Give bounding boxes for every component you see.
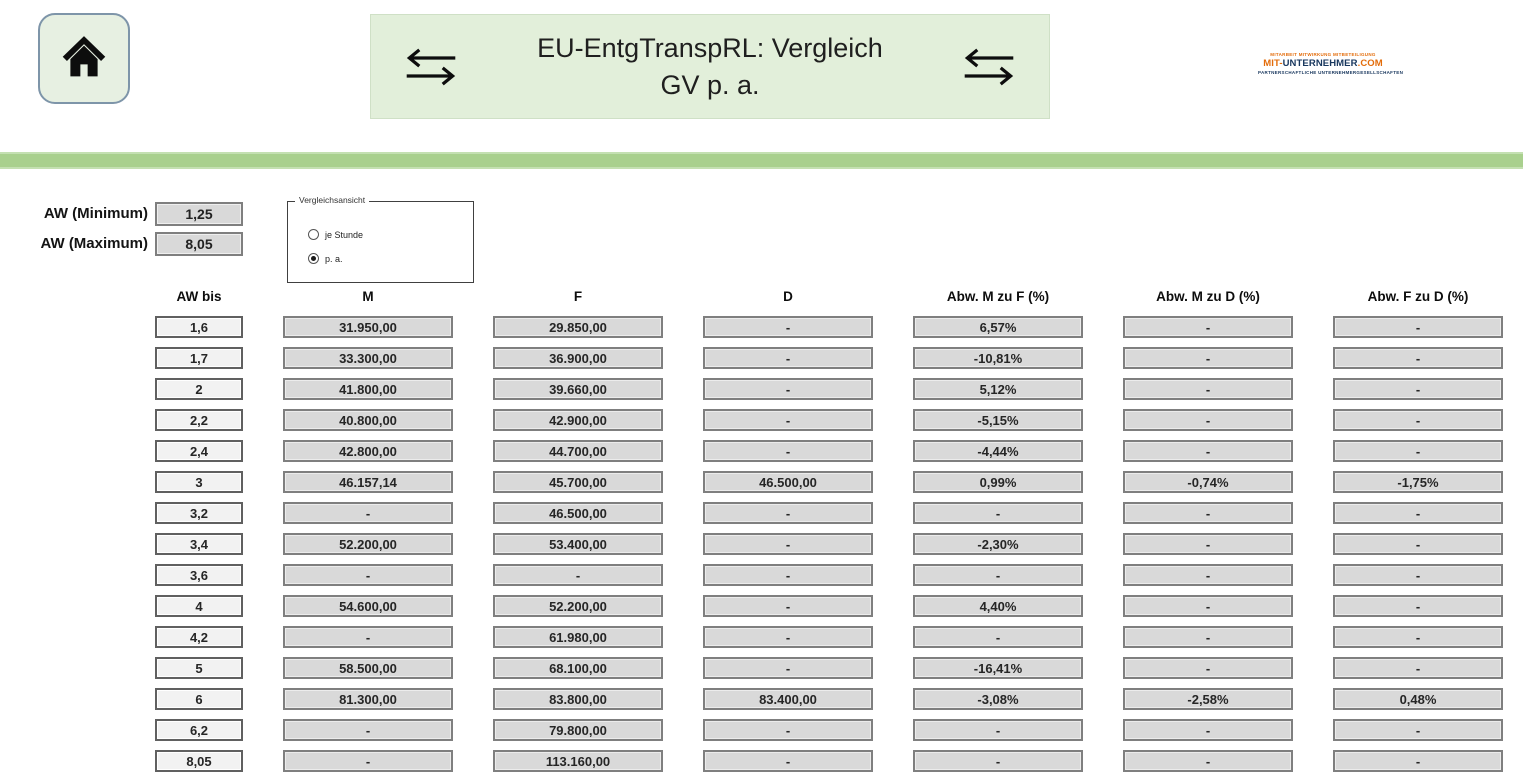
value-cell: - bbox=[1333, 347, 1503, 369]
value-cell: - bbox=[1333, 378, 1503, 400]
aw-key-cell: 4 bbox=[155, 595, 243, 617]
value-cell: 36.900,00 bbox=[493, 347, 663, 369]
value-cell: - bbox=[283, 502, 453, 524]
home-icon bbox=[61, 33, 107, 84]
swap-arrows-left-icon bbox=[404, 46, 458, 88]
aw-minimum-field[interactable]: 1,25 bbox=[155, 202, 243, 226]
company-logo bbox=[1258, 52, 1404, 75]
comparison-table bbox=[155, 285, 1503, 772]
logo-tagline-bottom: PARTNERSCHAFTLICHE UNTERNEHMERGESELLSCHAFTEN bbox=[1258, 69, 1404, 75]
value-cell: 46.500,00 bbox=[493, 502, 663, 524]
aw-key-cell: 3,6 bbox=[155, 564, 243, 586]
value-cell: - bbox=[1123, 409, 1293, 431]
value-cell: 31.950,00 bbox=[283, 316, 453, 338]
page-title-line1: EU-EntgTranspRL: Vergleich bbox=[537, 33, 883, 64]
radio-option-p-a-[interactable] bbox=[308, 253, 343, 264]
aw-key-cell: 1,6 bbox=[155, 316, 243, 338]
value-cell: - bbox=[283, 719, 453, 741]
aw-key-cell: 6 bbox=[155, 688, 243, 710]
value-cell: -5,15% bbox=[913, 409, 1083, 431]
value-cell: - bbox=[913, 564, 1083, 586]
value-cell: - bbox=[703, 750, 873, 772]
value-cell: - bbox=[703, 719, 873, 741]
value-cell: - bbox=[703, 347, 873, 369]
value-cell: 54.600,00 bbox=[283, 595, 453, 617]
aw-key-cell: 8,05 bbox=[155, 750, 243, 772]
value-cell: - bbox=[703, 657, 873, 679]
value-cell: -16,41% bbox=[913, 657, 1083, 679]
value-cell: 44.700,00 bbox=[493, 440, 663, 462]
value-cell: - bbox=[703, 409, 873, 431]
aw-minimum-label: AW (Minimum) bbox=[43, 205, 148, 222]
value-cell: - bbox=[913, 626, 1083, 648]
aw-key-cell: 5 bbox=[155, 657, 243, 679]
value-cell: - bbox=[703, 595, 873, 617]
value-cell: -2,30% bbox=[913, 533, 1083, 555]
radio-unselected-icon[interactable] bbox=[308, 229, 319, 240]
home-button[interactable] bbox=[38, 13, 130, 104]
value-cell: - bbox=[1123, 347, 1293, 369]
value-cell: -10,81% bbox=[913, 347, 1083, 369]
value-cell: - bbox=[1333, 750, 1503, 772]
radio-option-label: p. a. bbox=[325, 253, 343, 264]
value-cell: - bbox=[1123, 440, 1293, 462]
value-cell: 4,40% bbox=[913, 595, 1083, 617]
view-mode-groupbox bbox=[287, 195, 474, 283]
value-cell: - bbox=[1123, 657, 1293, 679]
value-cell: 39.660,00 bbox=[493, 378, 663, 400]
value-cell: -1,75% bbox=[1333, 471, 1503, 493]
aw-key-cell: 2 bbox=[155, 378, 243, 400]
value-cell: 0,99% bbox=[913, 471, 1083, 493]
value-cell: 52.200,00 bbox=[283, 533, 453, 555]
green-divider-bar bbox=[0, 152, 1523, 169]
value-cell: 46.157,14 bbox=[283, 471, 453, 493]
swap-arrows-right-icon bbox=[962, 46, 1016, 88]
value-cell: 83.800,00 bbox=[493, 688, 663, 710]
logo-wordmark: MIT-UNTERNEHMER.COM bbox=[1263, 57, 1383, 69]
value-cell: - bbox=[493, 564, 663, 586]
column-header: Abw. F zu D (%) bbox=[1367, 288, 1469, 304]
value-cell: - bbox=[1333, 316, 1503, 338]
value-cell: 5,12% bbox=[913, 378, 1083, 400]
column-header: Abw. M zu D (%) bbox=[1156, 288, 1260, 304]
value-cell: - bbox=[1123, 719, 1293, 741]
value-cell: - bbox=[1123, 316, 1293, 338]
value-cell: - bbox=[1333, 719, 1503, 741]
value-cell: - bbox=[1333, 440, 1503, 462]
value-cell: - bbox=[1333, 564, 1503, 586]
value-cell: 42.800,00 bbox=[283, 440, 453, 462]
value-cell: 0,48% bbox=[1333, 688, 1503, 710]
value-cell: - bbox=[1123, 533, 1293, 555]
radio-option-label: je Stunde bbox=[325, 229, 364, 240]
value-cell: - bbox=[703, 626, 873, 648]
aw-key-cell: 2,2 bbox=[155, 409, 243, 431]
page-title bbox=[537, 30, 883, 103]
radio-selected-icon[interactable] bbox=[308, 253, 319, 264]
value-cell: 53.400,00 bbox=[493, 533, 663, 555]
value-cell: - bbox=[703, 533, 873, 555]
value-cell: 45.700,00 bbox=[493, 471, 663, 493]
column-header: Abw. M zu F (%) bbox=[946, 288, 1050, 304]
value-cell: - bbox=[1333, 533, 1503, 555]
aw-maximum-field[interactable]: 8,05 bbox=[155, 232, 243, 256]
value-cell: 83.400,00 bbox=[703, 688, 873, 710]
value-cell: -0,74% bbox=[1123, 471, 1293, 493]
value-cell: 68.100,00 bbox=[493, 657, 663, 679]
value-cell: - bbox=[703, 316, 873, 338]
view-toggle-banner[interactable] bbox=[370, 14, 1050, 119]
value-cell: 33.300,00 bbox=[283, 347, 453, 369]
aw-key-cell: 3,4 bbox=[155, 533, 243, 555]
aw-key-cell: 3,2 bbox=[155, 502, 243, 524]
page-title-line2: GV p. a. bbox=[660, 69, 760, 100]
value-cell: - bbox=[913, 719, 1083, 741]
column-header: D bbox=[783, 288, 793, 304]
value-cell: 113.160,00 bbox=[493, 750, 663, 772]
value-cell: 29.850,00 bbox=[493, 316, 663, 338]
value-cell: 52.200,00 bbox=[493, 595, 663, 617]
value-cell: - bbox=[1123, 502, 1293, 524]
value-cell: 42.900,00 bbox=[493, 409, 663, 431]
value-cell: - bbox=[913, 750, 1083, 772]
aw-key-cell: 6,2 bbox=[155, 719, 243, 741]
value-cell: - bbox=[1123, 626, 1293, 648]
aw-maximum-label: AW (Maximum) bbox=[40, 235, 148, 252]
value-cell: - bbox=[703, 502, 873, 524]
value-cell: 41.800,00 bbox=[283, 378, 453, 400]
value-cell: - bbox=[1123, 595, 1293, 617]
aw-key-cell: 2,4 bbox=[155, 440, 243, 462]
value-cell: - bbox=[1333, 595, 1503, 617]
value-cell: - bbox=[1333, 409, 1503, 431]
value-cell: - bbox=[703, 440, 873, 462]
value-cell: - bbox=[1123, 750, 1293, 772]
value-cell: 79.800,00 bbox=[493, 719, 663, 741]
value-cell: 6,57% bbox=[913, 316, 1083, 338]
value-cell: 46.500,00 bbox=[703, 471, 873, 493]
value-cell: - bbox=[1123, 378, 1293, 400]
column-header: F bbox=[573, 288, 583, 304]
value-cell: - bbox=[1333, 657, 1503, 679]
value-cell: 81.300,00 bbox=[283, 688, 453, 710]
aw-key-cell: 3 bbox=[155, 471, 243, 493]
value-cell: - bbox=[283, 626, 453, 648]
value-cell: 61.980,00 bbox=[493, 626, 663, 648]
column-header: AW bis bbox=[176, 288, 222, 304]
value-cell: -2,58% bbox=[1123, 688, 1293, 710]
value-cell: 40.800,00 bbox=[283, 409, 453, 431]
value-cell: -4,44% bbox=[913, 440, 1083, 462]
logo-tagline-top: MITARBEIT MITWIRKUNG MITBETEILIGUNG bbox=[1270, 52, 1376, 57]
groupbox-title: Vergleichsansicht bbox=[295, 195, 369, 205]
column-header: M bbox=[362, 288, 374, 304]
value-cell: - bbox=[1333, 626, 1503, 648]
value-cell: - bbox=[703, 378, 873, 400]
value-cell: -3,08% bbox=[913, 688, 1083, 710]
aw-key-cell: 1,7 bbox=[155, 347, 243, 369]
value-cell: - bbox=[1123, 564, 1293, 586]
value-cell: - bbox=[913, 502, 1083, 524]
value-cell: - bbox=[283, 564, 453, 586]
value-cell: - bbox=[283, 750, 453, 772]
value-cell: - bbox=[1333, 502, 1503, 524]
value-cell: - bbox=[703, 564, 873, 586]
value-cell: 58.500,00 bbox=[283, 657, 453, 679]
radio-option-je-stunde[interactable] bbox=[308, 229, 363, 240]
aw-key-cell: 4,2 bbox=[155, 626, 243, 648]
